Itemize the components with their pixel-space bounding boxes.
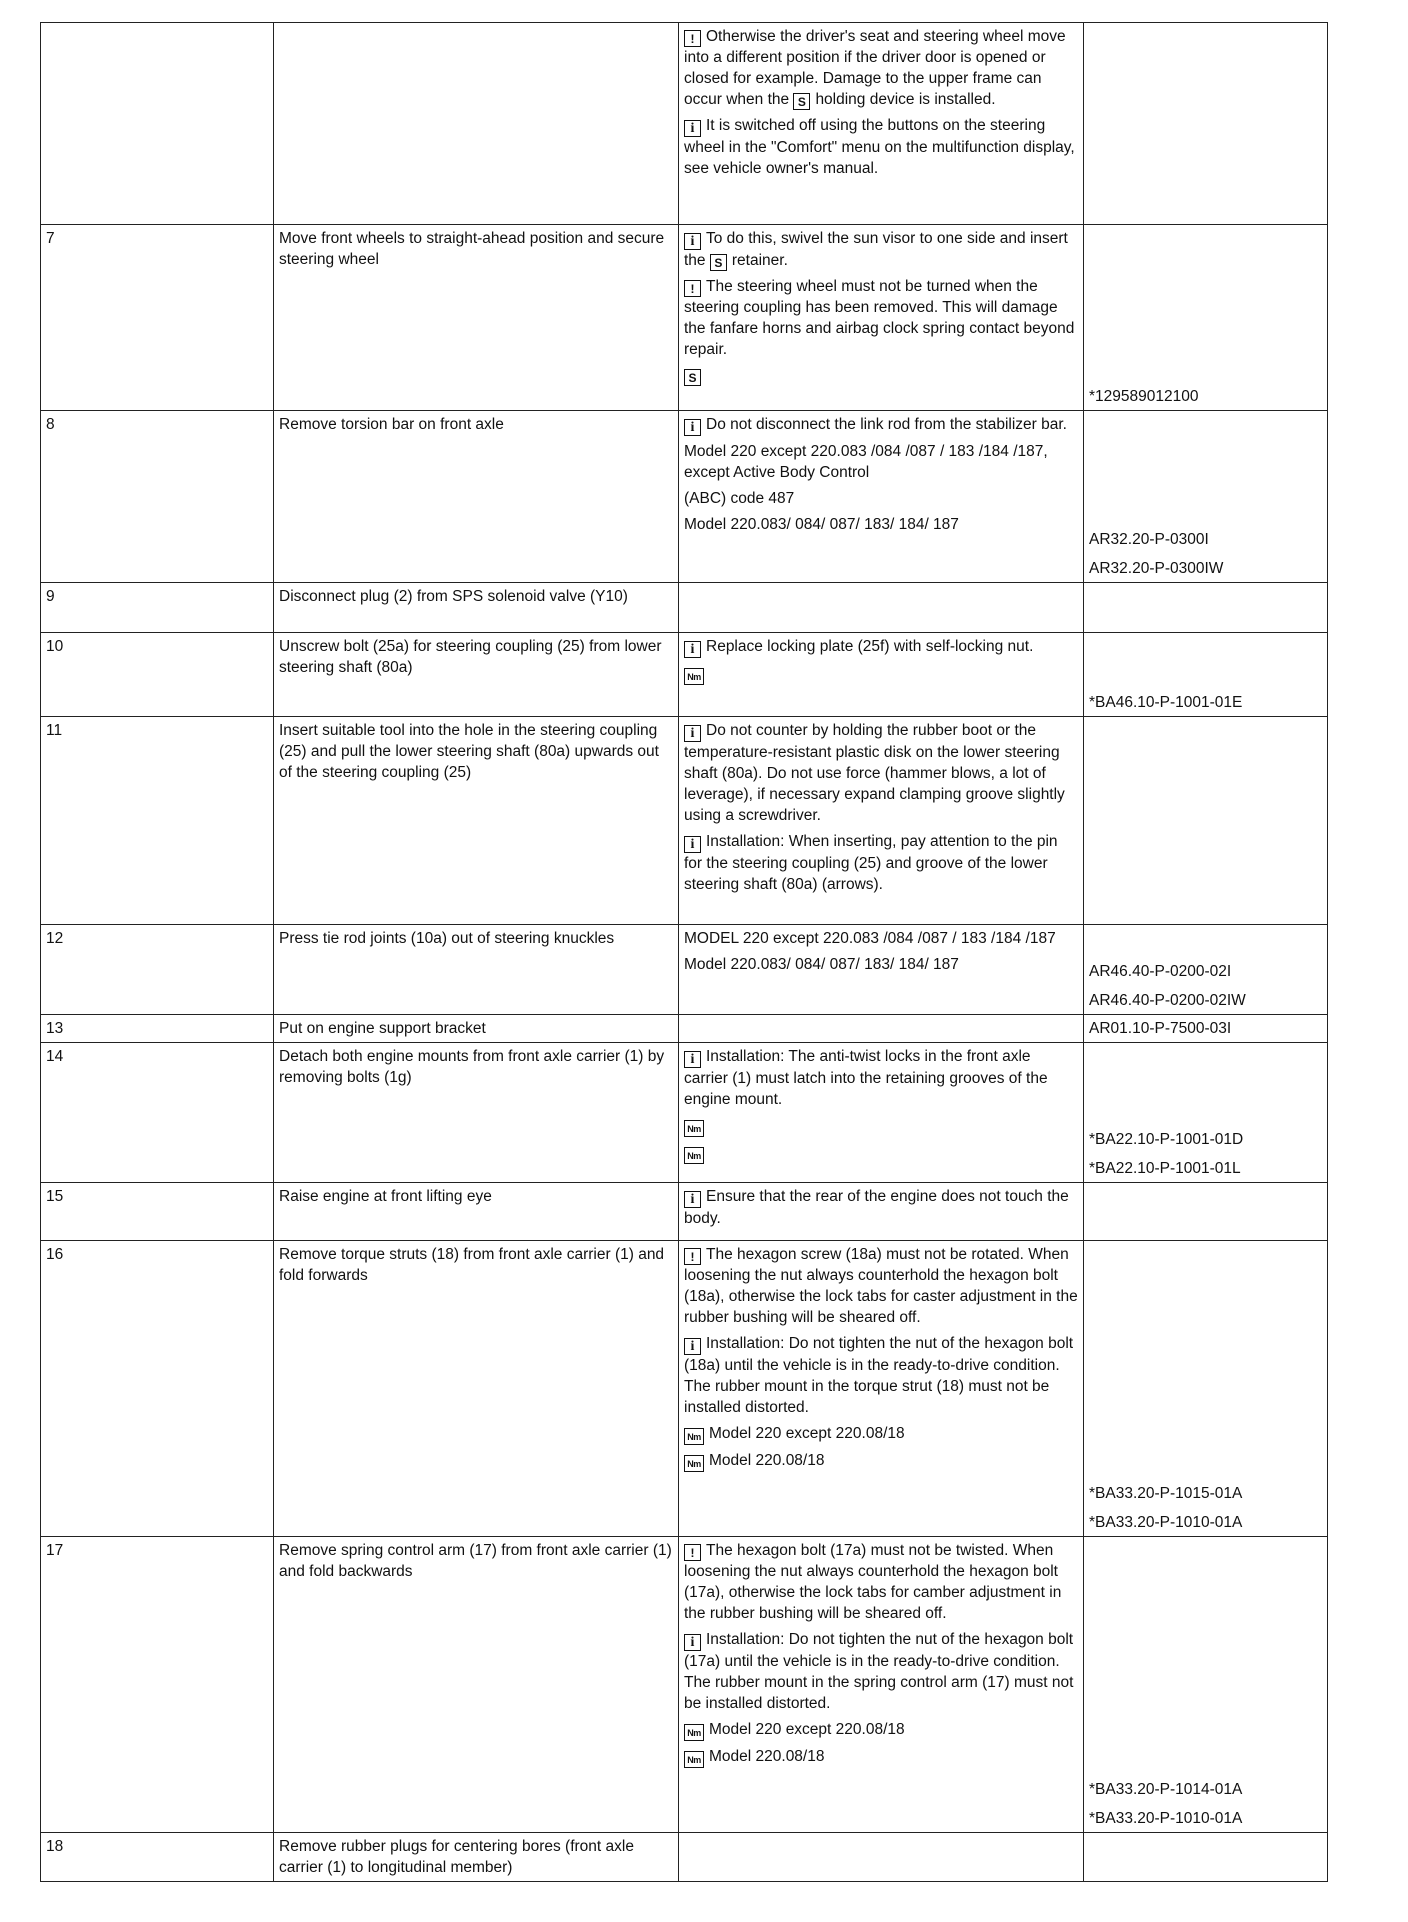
note [684,1719,1078,1741]
note [684,514,1078,535]
note-text: Model 220.083/ 084/ 087/ 183/ 184/ 187 [684,956,959,973]
note-text: Model 220 except 220.083 /084 /087 / 183 /184 /187, except Active Body Control [684,443,1048,481]
note-text: To do this, swivel the sun visor to one side and insert the [684,230,1068,269]
note-text: Model 220 except 220.08/18 [709,1425,905,1442]
table-row [41,633,1328,717]
note-text: Installation: Do not tighten the nut of the hexagon bolt (17a) until the vehicle is in the ready-to-drive condition. The rubber mount in the spring control arm (17) must not be installed distorted. [684,1631,1074,1712]
step-number: 16 [41,1241,274,1537]
note-text: The hexagon screw (18a) must not be rotated. When loosening the nut always counterhold the hexagon bolt (18a), otherwise the lock tabs for caster adjustment in the rubber bushing will be sheared off. [684,1246,1078,1326]
note [684,1333,1078,1418]
notes-cell [679,23,1084,225]
reference-cell [1084,411,1328,583]
note [684,414,1078,436]
special-tool-icon: S [710,254,727,271]
info-icon: i [684,419,701,436]
info-icon: i [684,1634,701,1651]
note-text: The hexagon bolt (17a) must not be twisted. When loosening the nut always counterhold the hexagon bolt (17a), otherwise the lock tabs for camber adjustment in the rubber bushing will be sheared off. [684,1542,1062,1622]
notes-cell [679,1043,1084,1183]
operation-text [274,23,679,225]
note [684,228,1078,271]
note [684,636,1078,658]
reference-cell [1084,925,1328,1015]
warning-icon: ! [684,1544,701,1561]
table-row [41,717,1328,925]
info-icon: i [684,1191,701,1208]
info-icon: i [684,641,701,658]
reference-cell [1084,1241,1328,1537]
info-icon: i [684,1051,701,1068]
operation-text: Raise engine at front lifting eye [274,1183,679,1241]
info-icon: i [684,725,701,742]
operation-text: Disconnect plug (2) from SPS solenoid valve (Y10) [274,583,679,633]
note-text: Otherwise the driver's seat and steering wheel move into a different position if the driver door is opened or closed for example. Damage to the upper frame can occur when the [684,28,1066,108]
note-text-continued: retainer. [731,252,788,269]
table-row [41,1043,1328,1183]
reference-code: *BA33.20-P-1010-01A [1089,1810,1243,1827]
note [684,441,1078,483]
reference-code: *BA33.20-P-1015-01A [1089,1485,1243,1502]
reference-code: AR46.40-P-0200-02I [1089,963,1232,980]
procedure-table [40,22,1328,1882]
notes-cell [679,411,1084,583]
note [684,1450,1078,1472]
notes-cell [679,1183,1084,1241]
operation-text: Unscrew bolt (25a) for steering coupling (25) from lower steering shaft (80a) [274,633,679,717]
reference-code: *BA46.10-P-1001-01E [1089,694,1243,711]
note [684,276,1078,360]
info-icon: i [684,1338,701,1355]
note-text: MODEL 220 except 220.083 /084 /087 / 183 /184 /187 [684,930,1056,947]
note [684,1186,1078,1229]
note-text: Installation: When inserting, pay attention to the pin for the steering coupling (25) and groove of the lower steering shaft (80a) (arrows). [684,833,1058,893]
note [684,663,1078,685]
reference-code: AR32.20-P-0300I [1089,531,1209,548]
reference-code: *BA22.10-P-1001-01L [1089,1160,1241,1177]
operation-text: Press tie rod joints (10a) out of steering knuckles [274,925,679,1015]
note [684,720,1078,826]
note-text: Do not disconnect the link rod from the stabilizer bar. [706,416,1067,433]
note [684,1244,1078,1328]
step-number: 9 [41,583,274,633]
step-number: 11 [41,717,274,925]
torque-icon: Nm [684,668,704,685]
special-tool-icon: S [793,93,810,110]
operation-text: Remove torque struts (18) from front axle carrier (1) and fold forwards [274,1241,679,1537]
torque-icon: Nm [684,1120,704,1137]
torque-icon: Nm [684,1724,704,1741]
step-number: 7 [41,225,274,411]
info-icon: i [684,233,701,250]
note [684,115,1078,179]
note [684,1115,1078,1137]
operation-text: Put on engine support bracket [274,1015,679,1043]
reference-cell [1084,1537,1328,1833]
note-text: Model 220 except 220.08/18 [709,1721,905,1738]
reference-cell [1084,1833,1328,1882]
note-text: The steering wheel must not be turned when the steering coupling has been removed. This will damage the fanfare horns and airbag clock spring contact beyond repair. [684,278,1075,358]
warning-icon: ! [684,280,701,297]
notes-cell [679,583,1084,633]
warning-icon: ! [684,1248,701,1265]
reference-cell [1084,23,1328,225]
reference-code: AR32.20-P-0300IW [1089,560,1224,577]
note-text: Model 220.083/ 084/ 087/ 183/ 184/ 187 [684,516,959,533]
step-number: 8 [41,411,274,583]
note-text: Installation: Do not tighten the nut of the hexagon bolt (18a) until the vehicle is in the ready-to-drive condition. The rubber mount in the torque strut (18) must not be installed distorted. [684,1335,1074,1416]
note-text: (ABC) code 487 [684,490,795,507]
torque-icon: Nm [684,1428,704,1445]
note [684,1423,1078,1445]
notes-cell [679,1241,1084,1537]
special-tool-icon: S [684,369,701,386]
reference-code: *129589012100 [1089,388,1199,405]
info-icon: i [684,120,701,137]
torque-icon: Nm [684,1455,704,1472]
step-number: 10 [41,633,274,717]
note-text-continued: holding device is installed. [815,91,996,108]
table-row [41,1015,1328,1043]
reference-code: AR01.10-P-7500-03I [1089,1020,1232,1037]
step-number: 15 [41,1183,274,1241]
table-row [41,1241,1328,1537]
torque-icon: Nm [684,1147,704,1164]
table-row [41,925,1328,1015]
table-row [41,1833,1328,1882]
reference-cell [1084,717,1328,925]
info-icon: i [684,836,701,853]
note [684,1629,1078,1714]
table-row [41,1537,1328,1833]
operation-text: Remove torsion bar on front axle [274,411,679,583]
table-row [41,583,1328,633]
notes-cell [679,633,1084,717]
note [684,26,1078,110]
operation-text: Remove rubber plugs for centering bores (front axle carrier (1) to longitudinal member) [274,1833,679,1882]
reference-cell [1084,225,1328,411]
reference-cell [1084,1183,1328,1241]
torque-icon: Nm [684,1751,704,1768]
note-text: Ensure that the rear of the engine does not touch the body. [684,1188,1069,1227]
reference-code: *BA33.20-P-1010-01A [1089,1514,1243,1531]
note [684,928,1078,949]
note [684,1540,1078,1624]
reference-cell [1084,1043,1328,1183]
step-number: 17 [41,1537,274,1833]
note [684,1142,1078,1164]
operation-text: Detach both engine mounts from front axle carrier (1) by removing bolts (1g) [274,1043,679,1183]
note [684,488,1078,509]
notes-cell [679,225,1084,411]
reference-code: *BA22.10-P-1001-01D [1089,1131,1244,1148]
note-text: Model 220.08/18 [709,1452,825,1469]
note [684,954,1078,975]
note-text: Model 220.08/18 [709,1748,825,1765]
notes-cell [679,925,1084,1015]
table-row [41,411,1328,583]
note-text: Do not counter by holding the rubber boot or the temperature-resistant plastic disk on the lower steering shaft (80a). Do not use force (hammer blows, a lot of leverage), if necessary expand clamping groove slightly using a screwdriver. [684,722,1065,824]
note [684,831,1078,895]
reference-code: *BA33.20-P-1014-01A [1089,1781,1243,1798]
notes-cell [679,717,1084,925]
reference-cell [1084,633,1328,717]
table-row [41,225,1328,411]
note-text: It is switched off using the buttons on the steering wheel in the "Comfort" menu on the multifunction display, see vehicle owner's manual. [684,117,1075,177]
table-row [41,23,1328,225]
notes-cell [679,1833,1084,1882]
note-text: Replace locking plate (25f) with self-locking nut. [706,638,1034,655]
warning-icon: ! [684,30,701,47]
operation-text: Remove spring control arm (17) from front axle carrier (1) and fold backwards [274,1537,679,1833]
notes-cell [679,1015,1084,1043]
step-number: 12 [41,925,274,1015]
reference-cell [1084,583,1328,633]
step-number: 13 [41,1015,274,1043]
procedure-document [40,22,1327,1882]
reference-code: AR46.40-P-0200-02IW [1089,992,1246,1009]
note [684,1746,1078,1768]
note [684,1046,1078,1110]
table-row [41,1183,1328,1241]
step-number [41,23,274,225]
step-number: 18 [41,1833,274,1882]
step-number: 14 [41,1043,274,1183]
note-text: Installation: The anti-twist locks in the front axle carrier (1) must latch into the retaining grooves of the engine mount. [684,1048,1048,1108]
operation-text: Insert suitable tool into the hole in the steering coupling (25) and pull the lower steering shaft (80a) upwards out of the steering coupling (25) [274,717,679,925]
procedure-table-body [41,23,1328,1882]
notes-cell [679,1537,1084,1833]
reference-cell [1084,1015,1328,1043]
operation-text: Move front wheels to straight-ahead position and secure steering wheel [274,225,679,411]
